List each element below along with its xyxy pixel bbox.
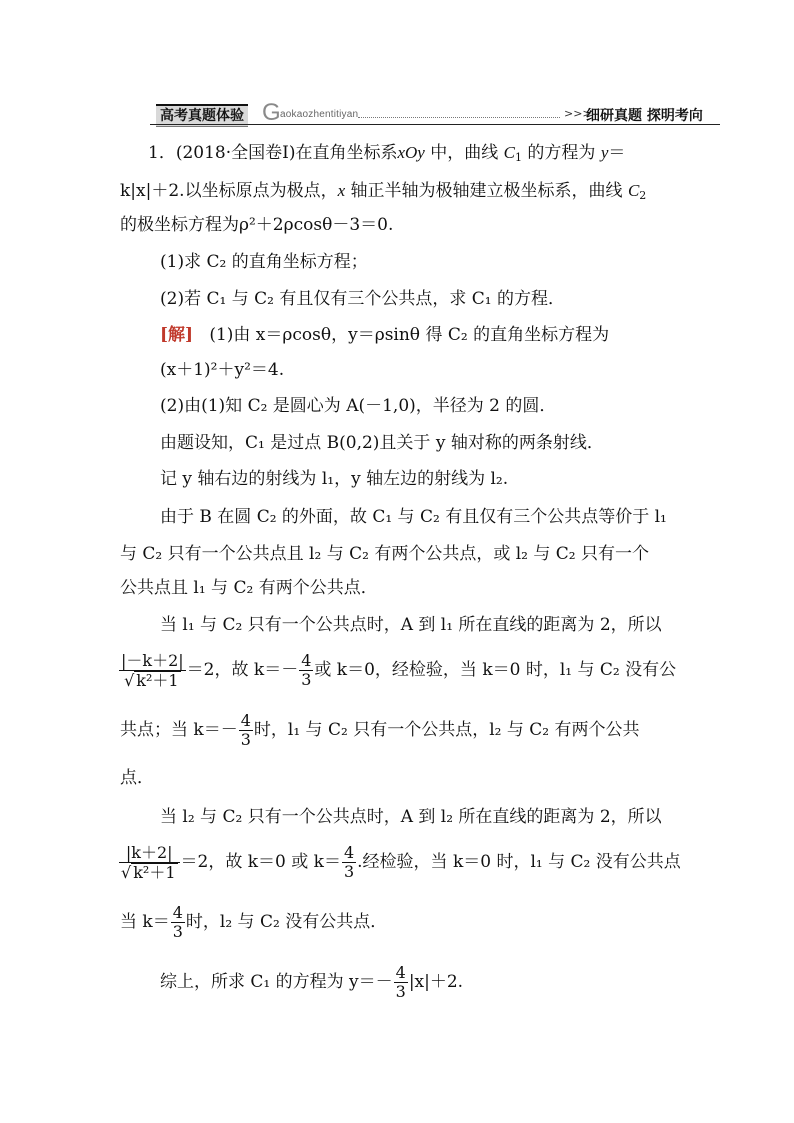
problem-text: 在直角坐标系 (295, 143, 398, 163)
problem-source: (2018·全国卷Ⅰ) (175, 143, 296, 163)
solution-text: 共点；当 k＝－ (120, 720, 238, 740)
problem-text: k|x|＋2.以坐标原点为极点， (120, 181, 338, 201)
solution-label: [解] (160, 325, 194, 345)
problem-line-2: k|x|＋2.以坐标原点为极点，x 轴正半轴为极轴建立极坐标系，曲线 $C_2$ (120, 181, 647, 202)
paragraph-5-line-3 (120, 900, 387, 944)
fraction-denominator: 3 (172, 922, 183, 941)
problem-line-3 (120, 214, 393, 236)
fraction-denominator: k²＋1 (133, 862, 176, 882)
question-1: (1)求 C₂ 的直角坐标方程； (160, 252, 368, 272)
fraction-numerator: 4 (395, 963, 406, 982)
solution-line-2: (x＋1)²＋y²＝4. (160, 360, 285, 380)
fraction-denominator: 3 (240, 730, 251, 749)
fraction-four-thirds (299, 652, 313, 689)
solution-text: .经检验，当 k＝0 时，l₁ 与 C₂ 没有公共点 (357, 852, 681, 872)
fraction-four-thirds (394, 964, 408, 1001)
header-big-letter: G (262, 99, 281, 126)
sqrt: √ k²＋1 (124, 670, 179, 690)
solution-text: ＝2，故 k＝－ (186, 660, 299, 680)
solution-line-3: (2)由(1)知 C₂ 是圆心为 A(－1,0)，半径为 2 的圆． (160, 396, 557, 416)
fraction-four-thirds (342, 844, 356, 881)
polar-equation: ρ²＋2ρcosθ－3＝0. (239, 215, 394, 235)
problem-text: 的方程为 (522, 143, 601, 163)
solution-text: 时，l₁ 与 C₂ 只有一个公共点，l₂ 与 C₂ 有两个公共 (253, 720, 640, 740)
fraction-numerator: 4 (172, 903, 183, 922)
header-underline (150, 124, 720, 125)
problem-number: 1． (148, 143, 176, 163)
paragraph-4-line-3 (120, 708, 639, 752)
fraction-four-thirds (239, 712, 253, 749)
solution-text: 当 k＝ (120, 912, 170, 932)
sqrt: √ k²＋1 (121, 862, 176, 882)
problem-text: 的极坐标方程为 (120, 215, 239, 235)
paragraph-5-line-2 (118, 840, 681, 884)
solution-text: 或 k＝0，经检验，当 k＝0 时，l₁ 与 C₂ 没有公 (314, 660, 677, 680)
header-pinyin: aokaozhentitiyan (280, 109, 359, 120)
distance-fraction-2 (119, 844, 180, 882)
question-2: (2)若 C₁ 与 C₂ 有且仅有三个公共点，求 C₁ 的方程． (160, 289, 565, 309)
fraction-numerator: 4 (301, 651, 312, 670)
problem-text: x (337, 181, 346, 200)
header-left-title: 高考真题体验 (156, 104, 248, 127)
fraction-four-thirds (171, 904, 185, 941)
fraction-denominator: k²＋1 (136, 670, 179, 690)
solution-text: 综上，所求 C₁ 的方程为 y＝－ (160, 972, 393, 992)
fraction-denominator: 3 (301, 670, 312, 689)
conclusion-line (160, 960, 463, 1004)
problem-line-1: 1．(2018·全国卷Ⅰ)在直角坐标系xOy 中，曲线 $C_1$ 的方程为 y＝ (148, 143, 626, 164)
problem-text: 中，曲线 (424, 143, 504, 163)
fraction-numerator: |－k＋2| (121, 650, 184, 670)
paragraph-4-line-4: 点． (120, 768, 154, 788)
fraction-numerator: 4 (240, 711, 251, 730)
solution-text: (1)由 x＝ρcosθ，y＝ρsinθ 得 C₂ 的直角坐标方程为 (209, 325, 610, 345)
header-arrows: >>> (564, 107, 592, 120)
paragraph-4-line-1: 当 l₁ 与 C₂ 只有一个公共点时，A 到 l₁ 所在直线的距离为 2，所以 (160, 615, 662, 635)
coord-system: xOy (397, 143, 425, 162)
solution-line-4: 由题设知，C₁ 是过点 B(0,2)且关于 y 轴对称的两条射线． (160, 433, 604, 453)
section-header (150, 99, 720, 126)
fraction-numerator: 4 (343, 843, 355, 862)
problem-text: 轴正半轴为极轴建立极坐标系，曲线 (345, 181, 628, 201)
solution-text: 时，l₂ 与 C₂ 没有公共点． (185, 912, 388, 932)
paragraph-5-line-1: 当 l₂ 与 C₂ 只有一个公共点时，A 到 l₂ 所在直线的距离为 2，所以 (160, 807, 662, 827)
problem-text: ＝ (608, 143, 626, 163)
distance-fraction-1 (119, 652, 186, 690)
paragraph-4-line-2 (118, 648, 676, 692)
paragraph-3-line-1: 由于 B 在圆 C₂ 的外面，故 C₁ 与 C₂ 有且仅有三个公共点等价于 l₁ (160, 507, 667, 527)
solution-line-1 (160, 324, 609, 346)
solution-text: |x|＋2. (408, 972, 464, 992)
solution-line-5: 记 y 轴右边的射线为 l₁，y 轴左边的射线为 l₂. (160, 469, 509, 489)
fraction-denominator: 3 (395, 982, 406, 1001)
header-dotted-rule (358, 117, 560, 118)
header-right-title: 细研真题 探明考向 (586, 108, 703, 124)
solution-text: ＝2，故 k＝0 或 k＝ (180, 852, 341, 872)
fraction-numerator: |k＋2| (119, 844, 180, 863)
fraction-denominator: 3 (343, 862, 355, 881)
paragraph-3-line-3: 公共点且 l₁ 与 C₂ 有两个公共点． (120, 578, 378, 598)
paragraph-3-line-2: 与 C₂ 只有一个公共点且 l₂ 与 C₂ 有两个公共点，或 l₂ 与 C₂ 只有一个 (120, 544, 650, 564)
